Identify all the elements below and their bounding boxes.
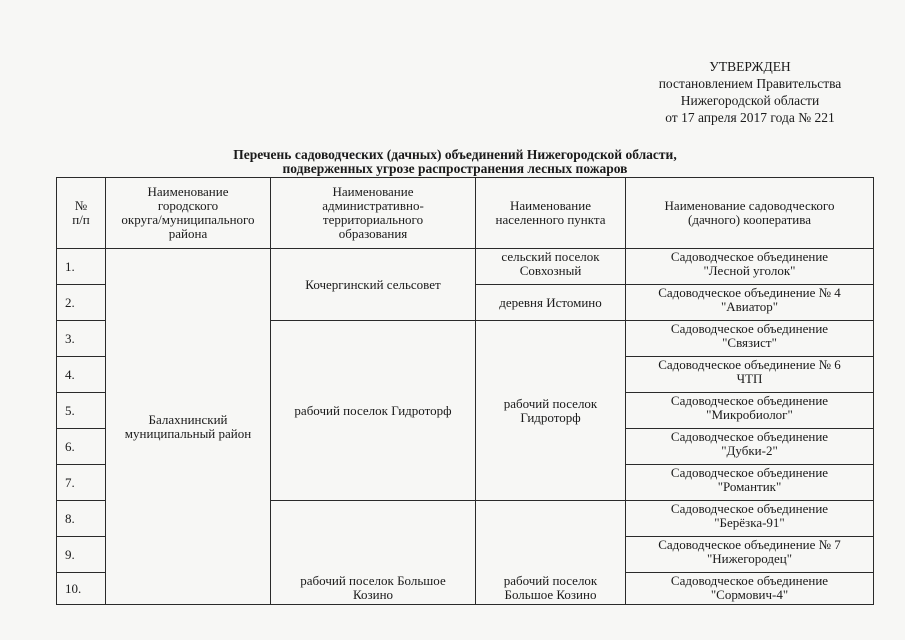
title-line-2: подверженных угрозе распространения лесных пожаров xyxy=(282,161,628,176)
cooperative-cell: Садоводческое объединение № 7 "Нижегородец" xyxy=(626,537,874,573)
row-number: 1. xyxy=(57,249,106,285)
header-num: № п/п xyxy=(57,178,106,249)
approval-line: Нижегородской области xyxy=(680,93,820,108)
row-number: 4. xyxy=(57,357,106,393)
admin-unit-cell: Кочергинский сельсовет xyxy=(271,249,476,321)
header-admin-unit: Наименование административно- территориального образования xyxy=(271,178,476,249)
cooperative-cell: Садоводческое объединение "Романтик" xyxy=(626,465,874,501)
district-cell: Балахнинский муниципальный район xyxy=(106,249,271,605)
admin-unit-cell: рабочий поселок Большое Козино xyxy=(271,501,476,605)
settlement-cell: деревня Истомино xyxy=(476,285,626,321)
table-header-row xyxy=(57,178,874,249)
approval-stamp xyxy=(640,58,860,126)
table-row xyxy=(57,249,874,285)
settlement-cell: рабочий поселок Большое Козино xyxy=(476,501,626,605)
cooperatives-table xyxy=(56,177,874,605)
cooperative-cell: Садоводческое объединение "Лесной уголок" xyxy=(626,249,874,285)
settlement-cell: рабочий поселок Гидроторф xyxy=(476,321,626,501)
document-title xyxy=(150,148,760,176)
row-number: 2. xyxy=(57,285,106,321)
approval-line: УТВЕРЖДЕН xyxy=(709,59,791,74)
row-number: 3. xyxy=(57,321,106,357)
header-district: Наименование городского округа/муниципального района xyxy=(106,178,271,249)
cooperative-cell: Садоводческое объединение "Связист" xyxy=(626,321,874,357)
cooperative-cell: Садоводческое объединение "Сормович-4" xyxy=(626,573,874,605)
cooperative-cell: Садоводческое объединение "Микробиолог" xyxy=(626,393,874,429)
row-number: 5. xyxy=(57,393,106,429)
row-number: 9. xyxy=(57,537,106,573)
row-number: 8. xyxy=(57,501,106,537)
admin-unit-cell: рабочий поселок Гидроторф xyxy=(271,321,476,501)
settlement-cell: сельский поселок Совхозный xyxy=(476,249,626,285)
cooperative-cell: Садоводческое объединение "Берёзка-91" xyxy=(626,501,874,537)
approval-line: от 17 апреля 2017 года № 221 xyxy=(665,110,835,125)
row-number: 7. xyxy=(57,465,106,501)
header-settlement: Наименование населенного пункта xyxy=(476,178,626,249)
row-number: 10. xyxy=(57,573,106,605)
approval-line: постановлением Правительства xyxy=(658,76,842,91)
header-cooperative: Наименование садоводческого (дачного) кооператива xyxy=(626,178,874,249)
cooperative-cell: Садоводческое объединение "Дубки-2" xyxy=(626,429,874,465)
row-number: 6. xyxy=(57,429,106,465)
cooperative-cell: Садоводческое объединение № 4 "Авиатор" xyxy=(626,285,874,321)
title-line-1: Перечень садоводческих (дачных) объединений Нижегородской области, xyxy=(233,147,677,162)
cooperative-cell: Садоводческое объединение № 6 ЧТП xyxy=(626,357,874,393)
